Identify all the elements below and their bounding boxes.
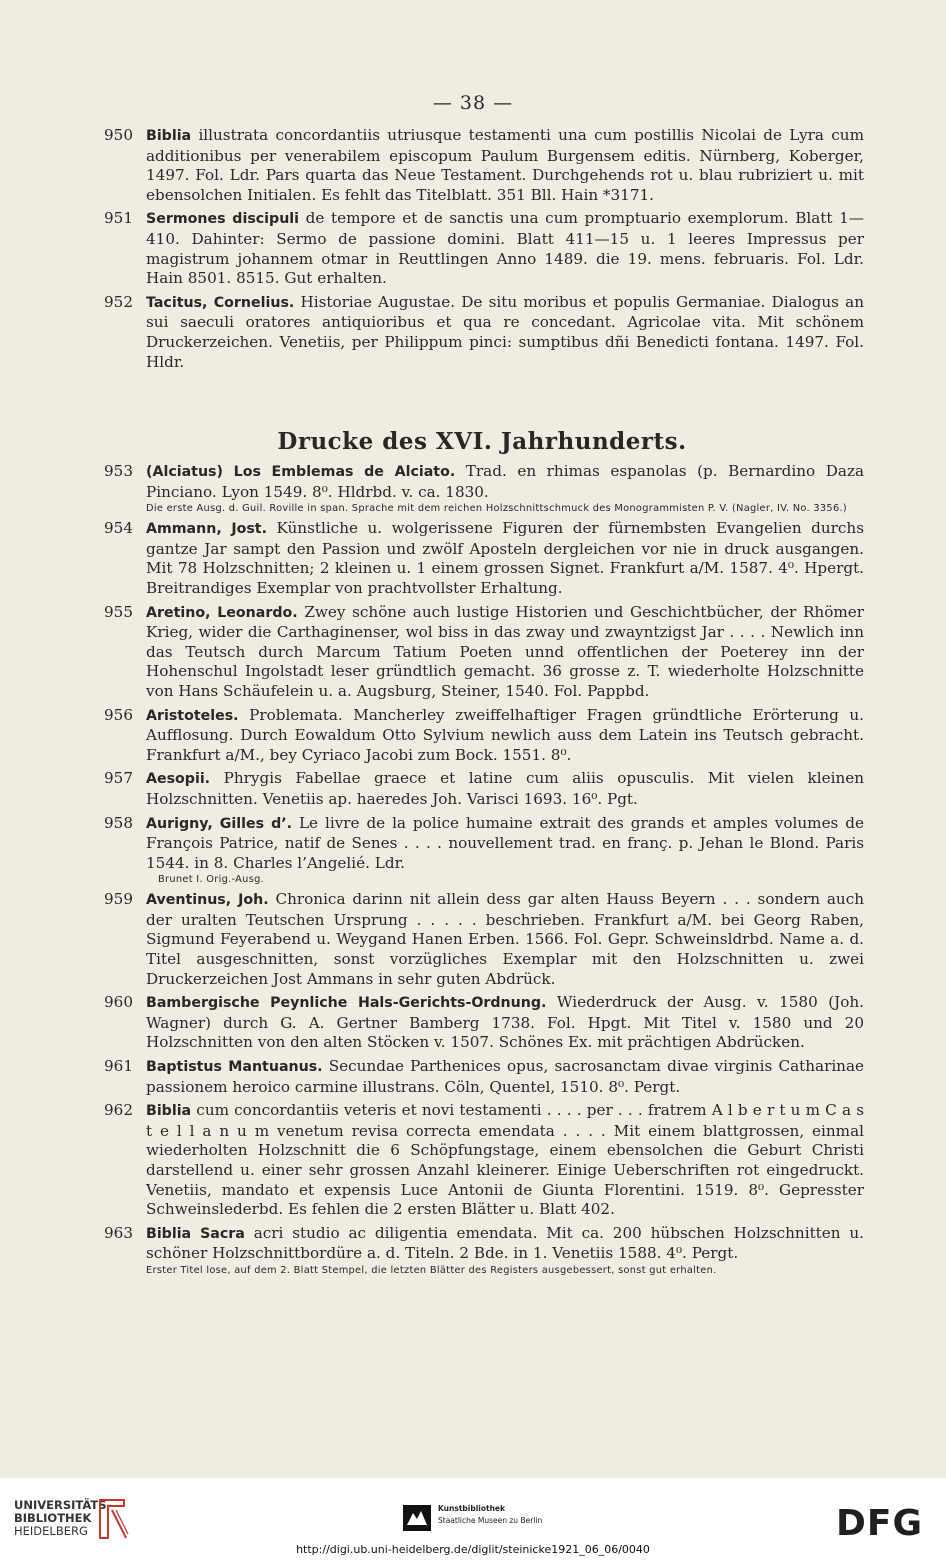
entry-note: Brunet I. Orig.-Ausg. — [158, 874, 265, 886]
entry-text: Historiae Augustae. De situ moribus et populis Germaniae. Dialogus an sui saeculi oratores antiquioribus et qua re concedant. Agricolae vita. Mit schönem Druckerzeichen. Venetiis, per Philippum pinci: sumptibus dñi Benedicti fontana. 1497. Fol. Hldr. — [146, 292, 864, 371]
catalog-entry — [104, 126, 864, 205]
entry-number: 954 — [104, 519, 133, 538]
catalog-entry — [104, 814, 864, 887]
entry-number: 959 — [104, 890, 133, 909]
entry-number: 961 — [104, 1057, 133, 1076]
entry-text: Phrygis Fabellae graece et latine cum aliis opusculis. Mit vielen kleinen Holzschnitten. Venetiis ap. haeredes Joh. Varisci 1693. 16⁰. Pgt. — [146, 769, 864, 808]
dfg-logo[interactable]: DFG — [836, 1503, 924, 1544]
catalog-entry — [104, 706, 864, 766]
entry-number: 951 — [104, 209, 133, 228]
catalog-entry — [104, 1101, 864, 1220]
logo-line-2: BIBLIOTHEK — [14, 1511, 92, 1525]
logo-line-3: HEIDELBERG — [14, 1524, 88, 1538]
entry-number: 956 — [104, 705, 133, 724]
entry-text: Trad. en rhimas espanolas (p. Bernardino Daza Pinciano. Lyon 1549. 8⁰. Hldrbd. v. ca. 1830. — [146, 462, 865, 501]
kb-line-1: Kunstbibliothek — [438, 1504, 506, 1513]
entries-15th-century — [104, 126, 864, 372]
entry-heading: (Alciatus) Los Emblemas de Alciato. — [146, 464, 456, 480]
footer-bar — [0, 1478, 946, 1560]
kb-line-2: Staatliche Museen zu Berlin — [438, 1516, 543, 1525]
entry-number: 955 — [104, 602, 133, 621]
kunstbibliothek-text — [438, 1503, 542, 1527]
entry-text: Le livre de la police humaine extrait des grands et amples volumes de François Patrice, natif de Senes . . . . nouvellement trad. en franç. p. Jehan le Blond. Paris 1544. in 8. Charles l’Angelié. Ldr. — [146, 813, 864, 872]
kunstbibliothek-logo-icon[interactable] — [403, 1505, 431, 1531]
entry-number: 960 — [104, 993, 133, 1012]
entry-text: acri studio ac diligentia emendata. Mit ca. 200 hübschen Holzschnitten u. schöner Holzschnittbordüre a. d. Titeln. 2 Bde. in 1. Venetiis 1588. 4⁰. Pergt. — [146, 1223, 864, 1263]
section-title: Drucke des XVI. Jahrhunderts. — [277, 428, 687, 455]
entry-number: 950 — [104, 126, 133, 144]
catalog-entry — [104, 293, 864, 372]
entry-heading: Biblia Sacra — [146, 1225, 245, 1242]
entry-text: Secundae Parthenices opus, sacrosanctam divae virginis Catharinae passionem heroico carmine illustrans. Cöln, Quentel, 1510. 8⁰. Pergt. — [146, 1057, 865, 1096]
entry-text: Künstliche u. wolgerissene Figuren der fürnembsten Evangelien durchs gantze Jar sampt den Passion und zwölf Aposteln dergleichen vor nie in druck ausgangen. Mit 78 Holzschnitten; 2 kleinen u. 1 einem grossen Signet. Frankfurt a/M. 1587. 4⁰. Hpergt. Breitrandiges Exemplar von prachtvollster Erhaltung. — [146, 519, 864, 597]
entry-heading: Ammann, Jost. — [146, 521, 267, 538]
entries-16th-century — [104, 462, 864, 1277]
entry-note: Erster Titel lose, auf dem 2. Blatt Stempel, die letzten Blätter des Registers ausgebessert, sonst gut erhalten. — [146, 1264, 717, 1276]
entry-number: 952 — [104, 292, 133, 311]
entry-heading: Aristoteles. — [146, 707, 239, 724]
entry-text: Chronica darinn nit allein dess gar alten Hauss Beyern . . . sondern auch der uralten Teutschen Ursprung . . . . . beschrieben. Frankfurt a/M. bei Georg Raben, Sigmund Feyerabend u. Weygand Hanen Erben. 1566. Fol. Gepr. Schweinsldrbd. Name a. d. Titel ausgeschnitten, sonst vorzügliches Exemplar mit den Holzschnitten u. zwei Druckerzeichen Jost Ammans in sehr guten Abdrück. — [146, 890, 864, 988]
entry-text: Wiederdruck der Ausg. v. 1580 (Joh. Wagner) durch G. A. Gertner Bamberg 1738. Fol. Hpgt. Mit Titel v. 1580 und 20 Holzschnitten von den alten Stöcken v. 1507. Schönes Ex. mit prächtigen Abdrücken. — [146, 993, 864, 1052]
entry-heading: Tacitus, Cornelius. — [146, 294, 295, 311]
entry-heading: Aurigny, Gilles d’. — [146, 815, 293, 832]
catalog-entry — [104, 1057, 864, 1097]
catalog-entry — [104, 993, 864, 1053]
catalog-entry — [104, 769, 864, 809]
entry-heading: Baptistus Mantuanus. — [146, 1059, 323, 1076]
entry-heading: Bambergische Peynliche Hals-Gerichts-Ordnung. — [146, 995, 547, 1012]
entry-number: 957 — [104, 769, 133, 788]
entry-note: Die erste Ausg. d. Guil. Roville in span. Sprache mit dem reichen Holzschnittschmuck des Monogrammisten P. V. (Nagler, IV. No. 3356.) — [146, 503, 848, 515]
entry-text: Problemata. Mancherley zweiffelhaftiger Fragen gründtliche Erörterung u. Aufflosung. Durch Eowaldum Otto Sylvium newlich auss dem Latein ins Teutsch gebracht. Frankfurt a/M., bey Cyriaco Jacobi zum Bock. 1551. 8⁰. — [146, 705, 864, 764]
ub-heidelberg-mark-icon — [94, 1498, 130, 1540]
entry-number: 958 — [104, 813, 133, 832]
catalog-entry — [104, 603, 864, 702]
catalog-entry — [104, 209, 864, 288]
entry-heading: Biblia — [146, 128, 192, 144]
entry-text: de tempore et de sanctis una cum promptuario exemplorum. Blatt 1—410. Dahinter: Sermo de passione domini. Blatt 411—15 u. 1 leeres Impressus per magistrum johannem otmar in Reuttlingen Anno 1489. die 19. mens. februaris. Fol. Ldr. Hain 8501. 8515. Gut erhalten. — [146, 209, 864, 288]
entry-heading: Aretino, Leonardo. — [146, 604, 298, 621]
page-number: — 38 — — [432, 92, 514, 114]
catalog-entry — [104, 1224, 864, 1277]
entry-number: 953 — [104, 462, 133, 480]
permalink-url[interactable]: http://digi.ub.uni-heidelberg.de/diglit/steinicke1921_06_06/0040 — [296, 1543, 650, 1556]
entry-text: cum concordantiis veteris et novi testamenti . . . . per . . . fratrem A l b e r t u m C a s t e l l a n u m venetum revisa correcta emendata . . . . Mit einem blattgrossen, einmal wiederholten Holzschnitt die 6 Schöpfungstage, einem ebensolchen die Geburt Christi darstellend u. einer sehr grossen Anzahl kleinerer. Einige Ueberschriften rot eingedruckt. Venetiis, mandato et expensis Luce Antonii de Giunta Florentini. 1519. 8⁰. Gepresster Schweinslederbd. Es fehlen die 2 ersten Blätter u. Blatt 402. — [146, 1101, 864, 1219]
entry-number: 962 — [104, 1101, 133, 1120]
logo-line-1: UNIVERSITÄTS- — [14, 1498, 112, 1512]
entry-number: 963 — [104, 1223, 133, 1242]
catalog-entry — [104, 519, 864, 598]
entry-heading: Aventinus, Joh. — [146, 892, 269, 909]
entry-heading: Sermones discipuli — [146, 211, 300, 228]
entry-text: illustrata concordantiis utriusque testamenti una cum postillis Nicolai de Lyra cum additionibus per venerabilem episcopum Paulum Burgensem editis. Nürnberg, Koberger, 1497. Fol. Ldr. Pars quarta das Neue Testament. Durchgehends rot u. blau rubriziert u. mit ebensolchen Initialen. Es fehlt das Titelblatt. 351 Bll. Hain *3171. — [146, 126, 864, 204]
entry-text: Zwey schöne auch lustige Historien und Geschichtbücher, der Rhömer Krieg, wider die Carthaginenser, wol biss in das zway und zwayntzigst Jar . . . . Newlich inn das Teutsch durch Marcum Tatium Poeten unnd offentlichen der Poeterey inn der Hohenschul Ingolstadt leser gründtlich gemacht. 36 grosse z. T. wiederholte Holzschnitte von Hans Schäufelein u. a. Augsburg, Steiner, 1540. Fol. Pappbd. — [146, 602, 864, 700]
catalog-entry — [104, 462, 864, 515]
catalog-entry — [104, 890, 864, 989]
entry-heading: Aesopii. — [146, 771, 211, 788]
entry-heading: Biblia — [146, 1103, 192, 1120]
